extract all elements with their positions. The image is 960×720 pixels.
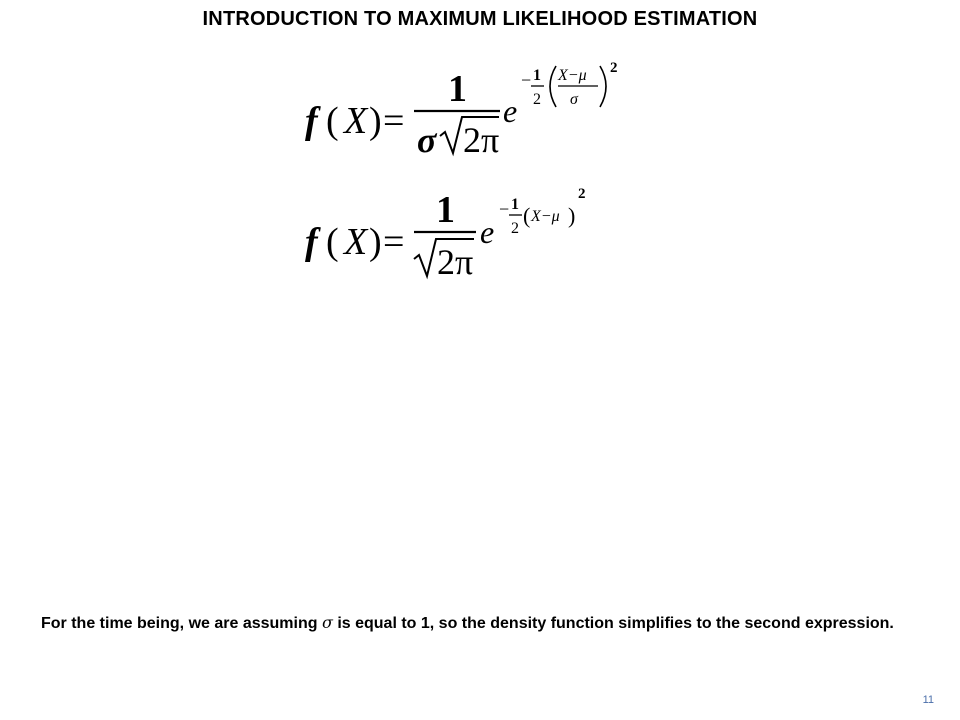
caption-text-after: is equal to 1, so the density function simplifies to the second expression. [332, 615, 894, 632]
eq1-sigma: σ [417, 120, 437, 160]
eq2-close-paren: ) [369, 221, 382, 263]
eq1-exp-numerator: 1 [533, 67, 541, 84]
eq1-exp-denominator: 2 [533, 91, 541, 108]
eq2-variable-x: X [344, 221, 368, 263]
eq2-numerator: 1 [436, 189, 455, 231]
slide-title: INTRODUCTION TO MAXIMUM LIKELIHOOD ESTIMATION [202, 8, 758, 30]
eq1-exp-close-paren [600, 66, 606, 107]
equation-general-normal-density [305, 60, 618, 160]
eq1-function-f: f [305, 100, 318, 142]
eq2-exp-power: 2 [578, 186, 586, 202]
eq2-function-f: f [305, 221, 318, 263]
eq1-close-paren: ) [369, 100, 382, 142]
eq1-two-pi: 2π [463, 120, 500, 160]
eq1-exp-x-minus-mu: X−μ [558, 67, 587, 84]
eq2-exp-close-paren: ) [568, 203, 576, 228]
eq1-exp-sigma: σ [570, 91, 578, 108]
eq2-exp-x-minus-mu: X−μ [531, 208, 560, 225]
caption-sigma-symbol: σ [321, 613, 333, 632]
page-number: 11 [922, 694, 934, 706]
eq2-exp-open-paren: ( [523, 203, 531, 228]
equation-standard-normal-density [305, 186, 586, 282]
eq2-euler-e: e [480, 214, 495, 250]
eq2-exp-numerator: 1 [511, 196, 519, 213]
caption-text-before: For the time being, we are assuming [41, 615, 322, 632]
eq2-equals: = [383, 221, 405, 263]
eq2-two-pi: 2π [437, 242, 474, 282]
eq1-numerator: 1 [448, 68, 467, 110]
eq1-exp-minus: − [521, 70, 532, 90]
eq1-euler-e: e [503, 93, 518, 129]
slide-caption [41, 612, 921, 634]
eq1-equals: = [383, 100, 405, 142]
eq1-exp-power: 2 [610, 60, 618, 76]
eq1-open-paren: ( [326, 100, 339, 142]
eq2-exp-minus: − [499, 199, 510, 219]
eq1-exp-open-paren [550, 66, 556, 107]
eq2-open-paren: ( [326, 221, 339, 263]
eq2-exp-denominator: 2 [511, 220, 519, 237]
eq1-variable-x: X [344, 100, 368, 142]
